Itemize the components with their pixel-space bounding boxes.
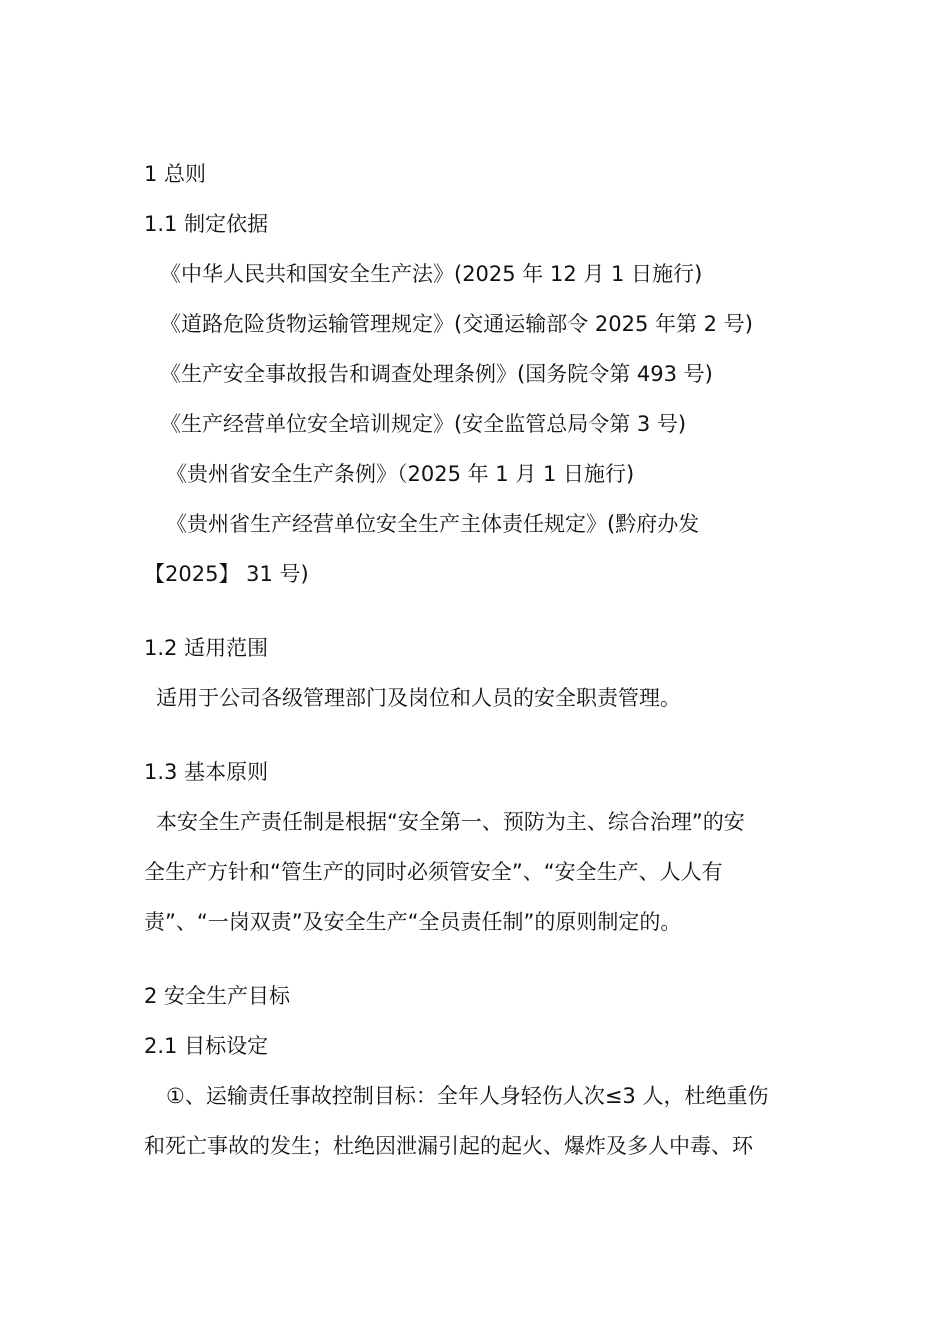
principle-line-1: 本安全生产责任制是根据“安全第一、预防为主、综合治理”的安 [156,810,745,834]
basis-item-5: 《贵州省安全生产条例》（2025 年 1 月 1 日施行) [166,462,635,486]
principle-line-2: 全生产方针和“管生产的同时必须管安全”、“安全生产、人人有 [144,860,723,884]
section-1-3-title: 1.3 基本原则 [144,760,269,784]
target-line-2: 和死亡事故的发生；杜绝因泄漏引起的起火、爆炸及多人中毒、环 [144,1134,753,1158]
basis-item-4: 《生产经营单位安全培训规定》(安全监管总局令第 3 号) [160,412,687,436]
section-1-2-title: 1.2 适用范围 [144,636,269,660]
basis-item-2: 《道路危险货物运输管理规定》(交通运输部令 2025 年第 2 号) [160,312,753,336]
section-2-title: 2 安全生产目标 [144,984,291,1008]
basis-item-6: 《贵州省生产经营单位安全生产主体责任规定》(黔府办发 [166,512,700,536]
section-2-1-title: 2.1 目标设定 [144,1034,269,1058]
section-1-1-title: 1.1 制定依据 [144,212,269,236]
basis-item-3: 《生产安全事故报告和调查处理条例》(国务院令第 493 号) [160,362,713,386]
section-1-title: 1 总则 [144,162,207,186]
basis-item-6-continuation: 【2025】 31 号) [144,562,309,586]
basis-item-1: 《中华人民共和国安全生产法》(2025 年 12 月 1 日施行) [160,262,703,286]
target-line-1: ①、运输责任事故控制目标：全年人身轻伤人次≤3 人，杜绝重伤 [166,1084,769,1108]
principle-line-3: 责”、“一岗双责”及安全生产“全员责任制”的原则制定的。 [144,910,682,934]
scope-text: 适用于公司各级管理部门及岗位和人员的安全职责管理。 [156,686,681,710]
